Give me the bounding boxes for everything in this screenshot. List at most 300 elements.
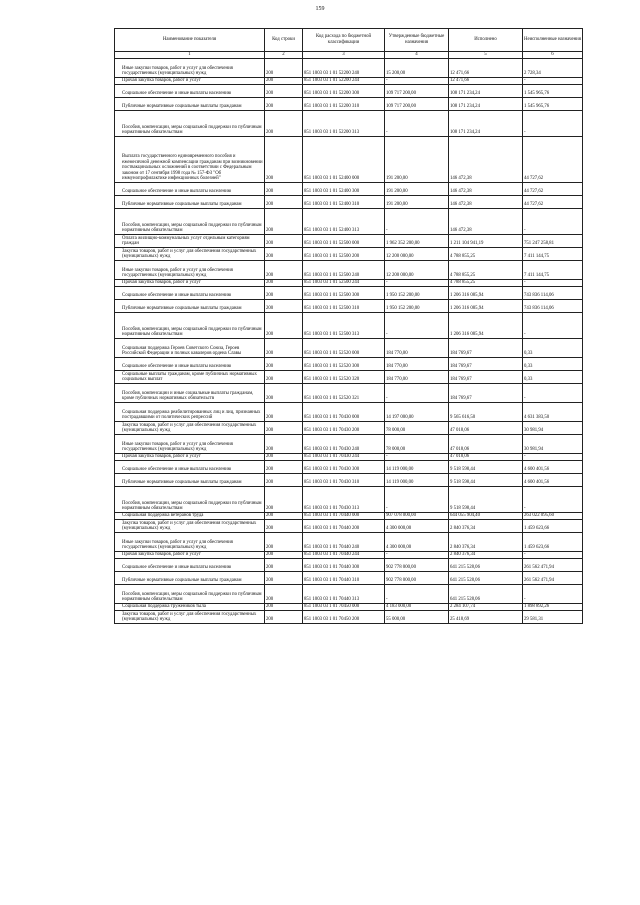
table-row — [115, 585, 583, 604]
row-executed-amount: 2 840 376,34 — [449, 533, 523, 552]
table-row — [115, 604, 583, 611]
row-unexecuted-amount: 0,33 — [523, 358, 583, 371]
row-line-code: 200 — [265, 98, 303, 111]
row-budget-classification-code: 851 1003 03 1 01 52200 300 — [303, 85, 385, 98]
row-budget-classification-code: 851 1003 03 1 01 52520 000 — [303, 339, 385, 358]
row-unexecuted-amount: - — [523, 209, 583, 235]
row-indicator-name — [115, 85, 265, 98]
page-number: 159 — [315, 6, 325, 12]
row-budget-classification-code: 851 1003 03 1 01 52520 321 — [303, 384, 385, 403]
row-budget-classification-code: 851 1003 03 1 01 52200 244 — [303, 78, 385, 85]
row-indicator-text: Социальное обеспечение и иные выплаты населению — [122, 565, 232, 571]
row-executed-amount: 108 171 234,24 — [449, 98, 523, 111]
row-unexecuted-amount: 1 459 623,66 — [523, 520, 583, 533]
table-row — [115, 78, 583, 85]
table-row — [115, 248, 583, 261]
row-unexecuted-amount: - — [523, 280, 583, 287]
table-row — [115, 371, 583, 384]
row-line-code: 200 — [265, 280, 303, 287]
table-row — [115, 339, 583, 358]
row-line-code: 200 — [265, 474, 303, 487]
row-executed-amount: 644 055 904,40 — [449, 513, 523, 520]
row-budget-classification-code: 851 1003 03 1 01 70430 244 — [303, 454, 385, 461]
row-approved-amount: 109 717 200,00 — [385, 85, 449, 98]
row-indicator-name — [115, 371, 265, 384]
row-line-code: 200 — [265, 59, 303, 78]
row-budget-classification-code: 851 1003 03 1 01 52400 310 — [303, 196, 385, 209]
row-unexecuted-amount: 2 728,34 — [523, 59, 583, 78]
row-executed-amount: 108 171 234,24 — [449, 85, 523, 98]
row-budget-classification-code: 851 1003 03 1 01 52200 240 — [303, 59, 385, 78]
row-budget-classification-code: 851 1003 03 1 01 70440 000 — [303, 513, 385, 520]
row-line-code: 200 — [265, 137, 303, 183]
row-indicator-name — [115, 572, 265, 585]
row-approved-amount: 907 078 000,00 — [385, 513, 449, 520]
row-indicator-text: Пособия, компенсации, меры социальной поддержки по публичным нормативным обязательствам — [122, 326, 262, 338]
row-executed-amount: 47 018,06 — [449, 422, 523, 435]
row-indicator-text: Иные закупки товаров, работ и услуг для обеспечения государственных (муниципальных) нужд — [122, 65, 233, 77]
row-approved-amount: 12 200 000,00 — [385, 248, 449, 261]
table-row — [115, 611, 583, 624]
row-budget-classification-code: 851 1003 03 1 01 70430 240 — [303, 435, 385, 454]
budget-execution-table — [114, 28, 583, 624]
row-indicator-name — [115, 111, 265, 137]
row-indicator-text: Прочая закупка товаров, работ и услуг — [122, 280, 201, 286]
row-indicator-name — [115, 339, 265, 358]
column-number: 6 — [523, 52, 583, 59]
row-budget-classification-code: 851 1003 03 1 01 70440 200 — [303, 520, 385, 533]
row-unexecuted-amount: 44 727,62 — [523, 137, 583, 183]
row-approved-amount: 184 770,00 — [385, 371, 449, 384]
row-indicator-text: Публичные нормативные социальные выплаты гражданам — [122, 578, 242, 584]
row-indicator-name — [115, 474, 265, 487]
row-line-code: 200 — [265, 533, 303, 552]
row-line-code: 200 — [265, 287, 303, 300]
row-line-code: 200 — [265, 435, 303, 454]
row-line-code: 200 — [265, 454, 303, 461]
table-row — [115, 209, 583, 235]
table-row — [115, 300, 583, 313]
row-budget-classification-code: 851 1003 03 1 01 70430 200 — [303, 422, 385, 435]
table-row — [115, 533, 583, 552]
row-budget-classification-code: 851 1003 03 1 01 52400 313 — [303, 209, 385, 235]
row-indicator-text: Пособия, компенсации, меры социальной поддержки по публичным нормативным обязательствам — [122, 124, 262, 136]
row-line-code: 200 — [265, 384, 303, 403]
row-approved-amount: 4 183 000,00 — [385, 604, 449, 611]
row-approved-amount: 78 000,00 — [385, 422, 449, 435]
row-approved-amount: - — [385, 209, 449, 235]
row-budget-classification-code: 851 1003 03 1 01 52200 310 — [303, 98, 385, 111]
row-approved-amount: 4 300 000,00 — [385, 533, 449, 552]
table-row — [115, 235, 583, 248]
row-unexecuted-amount: 1 545 965,76 — [523, 98, 583, 111]
row-approved-amount: - — [385, 78, 449, 85]
row-line-code: 200 — [265, 552, 303, 559]
row-unexecuted-amount: 30 981,94 — [523, 435, 583, 454]
row-indicator-name — [115, 209, 265, 235]
row-line-code: 200 — [265, 585, 303, 604]
table-row — [115, 196, 583, 209]
row-indicator-text: Пособия, компенсации, меры социальной поддержки по публичным нормативным обязательствам — [122, 500, 262, 512]
row-executed-amount: 184 769,67 — [449, 358, 523, 371]
row-budget-classification-code: 851 1003 03 1 01 52500 200 — [303, 248, 385, 261]
row-executed-amount: 4 788 855,25 — [449, 248, 523, 261]
row-approved-amount: 1 950 152 200,00 — [385, 287, 449, 300]
table-row — [115, 261, 583, 280]
row-indicator-text: Социальное обеспечение и иные выплаты населению — [122, 293, 232, 299]
row-indicator-text: Прочая закупка товаров, работ и услуг — [122, 78, 201, 84]
row-approved-amount: - — [385, 454, 449, 461]
row-indicator-name — [115, 358, 265, 371]
row-approved-amount: - — [385, 384, 449, 403]
row-budget-classification-code: 851 1003 03 1 01 52520 300 — [303, 358, 385, 371]
table-row — [115, 474, 583, 487]
row-executed-amount: 9 518 598,44 — [449, 461, 523, 474]
row-indicator-name — [115, 454, 265, 461]
row-indicator-name — [115, 313, 265, 339]
header-executed: Исполнено — [449, 29, 523, 52]
row-unexecuted-amount: 30 981,94 — [523, 422, 583, 435]
table-row — [115, 435, 583, 454]
row-approved-amount: 15 200,00 — [385, 59, 449, 78]
row-budget-classification-code: 851 1003 03 1 01 52400 300 — [303, 183, 385, 196]
row-approved-amount: - — [385, 552, 449, 559]
row-indicator-name — [115, 487, 265, 513]
row-budget-classification-code: 851 1003 03 1 01 70450 000 — [303, 604, 385, 611]
table-row — [115, 280, 583, 287]
row-line-code: 200 — [265, 85, 303, 98]
row-unexecuted-amount: - — [523, 78, 583, 85]
row-executed-amount: 1 206 316 085,94 — [449, 287, 523, 300]
row-approved-amount: 184 770,00 — [385, 339, 449, 358]
table-row — [115, 422, 583, 435]
table-row — [115, 313, 583, 339]
row-executed-amount: 12 471,66 — [449, 78, 523, 85]
row-budget-classification-code: 851 1003 03 1 01 52500 300 — [303, 287, 385, 300]
row-executed-amount: 9 518 598,44 — [449, 474, 523, 487]
row-indicator-name — [115, 300, 265, 313]
table-row — [115, 59, 583, 78]
table-row — [115, 85, 583, 98]
column-number: 2 — [265, 52, 303, 59]
table-body — [115, 59, 583, 624]
row-indicator-name — [115, 183, 265, 196]
row-unexecuted-amount: 263 022 095,60 — [523, 513, 583, 520]
row-indicator-text: Оплата жилищно-коммунальных услуг отдельным категориям граждан — [122, 235, 250, 247]
table-row — [115, 287, 583, 300]
row-indicator-text: Пособия, компенсации, меры социальной поддержки по публичным нормативным обязательствам — [122, 222, 262, 234]
row-line-code: 200 — [265, 559, 303, 572]
row-line-code: 200 — [265, 371, 303, 384]
row-approved-amount: 191 200,00 — [385, 137, 449, 183]
row-indicator-name — [115, 248, 265, 261]
row-budget-classification-code: 851 1003 03 1 01 70430 000 — [303, 403, 385, 422]
row-indicator-text: Иные закупки товаров, работ и услуг для обеспечения государственных (муниципальных) нужд — [122, 267, 233, 279]
row-line-code: 200 — [265, 572, 303, 585]
table-row — [115, 487, 583, 513]
row-executed-amount: 2 284 107,74 — [449, 604, 523, 611]
row-approved-amount: 14 197 000,00 — [385, 403, 449, 422]
row-approved-amount: 902 778 000,00 — [385, 572, 449, 585]
row-unexecuted-amount: 1 545 965,76 — [523, 85, 583, 98]
header-budget-classification-code: Код расхода по бюджетной классификации — [303, 29, 385, 52]
row-budget-classification-code: 851 1003 03 1 01 52500 000 — [303, 235, 385, 248]
row-unexecuted-amount: 29 581,31 — [523, 611, 583, 624]
row-executed-amount: 47 018,06 — [449, 454, 523, 461]
row-executed-amount: 4 788 855,25 — [449, 280, 523, 287]
row-approved-amount: 14 119 000,00 — [385, 461, 449, 474]
table-row — [115, 384, 583, 403]
row-indicator-text: Закупка товаров, работ и услуг для обеспечения государственных (муниципальных) нужд — [122, 611, 257, 623]
row-approved-amount: 191 200,00 — [385, 183, 449, 196]
table-row — [115, 454, 583, 461]
row-executed-amount: 12 471,66 — [449, 59, 523, 78]
column-number: 3 — [303, 52, 385, 59]
row-unexecuted-amount: 1 459 623,66 — [523, 533, 583, 552]
row-indicator-text: Публичные нормативные социальные выплаты гражданам — [122, 104, 242, 110]
row-executed-amount: 641 215 528,06 — [449, 559, 523, 572]
row-indicator-text: Закупка товаров, работ и услуг для обеспечения государственных (муниципальных) нужд — [122, 422, 257, 434]
table-row — [115, 358, 583, 371]
table-row — [115, 552, 583, 559]
row-indicator-text: Социальная поддержка Героев Советского Союза, Героев Российской Федерации и полных кавалеров ордена Славы — [122, 345, 242, 357]
row-line-code: 200 — [265, 339, 303, 358]
row-line-code: 200 — [265, 487, 303, 513]
row-line-code: 200 — [265, 403, 303, 422]
row-executed-amount: 47 018,06 — [449, 435, 523, 454]
row-indicator-name — [115, 513, 265, 520]
row-line-code: 200 — [265, 209, 303, 235]
row-indicator-text: Социальное обеспечение и иные выплаты населению — [122, 91, 232, 97]
row-executed-amount: 641 215 528,06 — [449, 585, 523, 604]
row-unexecuted-amount: 4 600 401,56 — [523, 474, 583, 487]
row-unexecuted-amount: 743 836 114,06 — [523, 287, 583, 300]
row-line-code: 200 — [265, 358, 303, 371]
row-unexecuted-amount: - — [523, 585, 583, 604]
row-indicator-text: Иные закупки товаров, работ и услуг для обеспечения государственных (муниципальных) нужд — [122, 539, 233, 551]
row-executed-amount: 108 171 234,24 — [449, 111, 523, 137]
table-row — [115, 183, 583, 196]
row-executed-amount: 1 211 104 941,19 — [449, 235, 523, 248]
row-executed-amount: 146 472,38 — [449, 183, 523, 196]
row-budget-classification-code: 851 1003 03 1 01 52200 313 — [303, 111, 385, 137]
row-line-code: 200 — [265, 235, 303, 248]
row-indicator-text: Публичные нормативные социальные выплаты гражданам — [122, 306, 242, 312]
row-unexecuted-amount: - — [523, 313, 583, 339]
row-budget-classification-code: 851 1003 03 1 01 70450 200 — [303, 611, 385, 624]
row-budget-classification-code: 851 1003 03 1 01 70440 313 — [303, 585, 385, 604]
row-executed-amount: 4 788 855,25 — [449, 261, 523, 280]
row-indicator-text: Социальное обеспечение и иные выплаты населению — [122, 467, 232, 473]
column-number: 4 — [385, 52, 449, 59]
row-line-code: 200 — [265, 248, 303, 261]
row-line-code: 200 — [265, 313, 303, 339]
row-line-code: 200 — [265, 300, 303, 313]
row-indicator-name — [115, 533, 265, 552]
row-indicator-text: Социальная поддержка реабилитированных лиц и лиц, признанных пострадавшими от политических репрессий — [122, 409, 261, 421]
row-unexecuted-amount: 261 562 471,94 — [523, 572, 583, 585]
row-unexecuted-amount: 1 898 892,26 — [523, 604, 583, 611]
row-line-code: 200 — [265, 261, 303, 280]
row-executed-amount: 1 206 316 085,94 — [449, 300, 523, 313]
row-unexecuted-amount: - — [523, 552, 583, 559]
column-number-row — [115, 52, 583, 59]
row-budget-classification-code: 851 1003 03 1 01 70440 310 — [303, 572, 385, 585]
row-unexecuted-amount: 44 727,62 — [523, 196, 583, 209]
row-approved-amount: 1 962 352 200,00 — [385, 235, 449, 248]
table-header-row — [115, 29, 583, 52]
row-budget-classification-code: 851 1003 03 1 01 52500 240 — [303, 261, 385, 280]
row-unexecuted-amount: 44 727,62 — [523, 183, 583, 196]
row-approved-amount: - — [385, 313, 449, 339]
row-approved-amount: - — [385, 111, 449, 137]
row-indicator-text: Социальная поддержка ветеранов труда — [122, 513, 204, 519]
row-indicator-name — [115, 559, 265, 572]
row-approved-amount: 4 300 000,00 — [385, 520, 449, 533]
header-indicator-name: Наименование показателя — [115, 29, 265, 52]
row-indicator-name — [115, 552, 265, 559]
row-line-code: 200 — [265, 422, 303, 435]
row-indicator-name — [115, 585, 265, 604]
row-indicator-name — [115, 384, 265, 403]
row-indicator-text: Социальное обеспечение и иные выплаты населению — [122, 189, 232, 195]
row-executed-amount: 9 518 598,44 — [449, 487, 523, 513]
row-line-code: 200 — [265, 604, 303, 611]
table-row — [115, 513, 583, 520]
row-budget-classification-code: 851 1003 03 1 01 70440 300 — [303, 559, 385, 572]
row-unexecuted-amount: 0,33 — [523, 339, 583, 358]
row-budget-classification-code: 851 1003 03 1 01 52500 244 — [303, 280, 385, 287]
row-unexecuted-amount: - — [523, 384, 583, 403]
row-executed-amount: 25 418,69 — [449, 611, 523, 624]
row-unexecuted-amount: - — [523, 111, 583, 137]
row-executed-amount: 2 840 376,34 — [449, 520, 523, 533]
table-row — [115, 559, 583, 572]
row-approved-amount: 55 000,00 — [385, 611, 449, 624]
row-budget-classification-code: 851 1003 03 1 01 70440 244 — [303, 552, 385, 559]
table-row — [115, 572, 583, 585]
row-budget-classification-code: 851 1003 03 1 01 52500 310 — [303, 300, 385, 313]
header-approved-appropriations: Утвержденные бюджетные назначения — [385, 29, 449, 52]
row-approved-amount: - — [385, 280, 449, 287]
row-indicator-name — [115, 196, 265, 209]
table-row — [115, 98, 583, 111]
row-unexecuted-amount: 261 562 471,94 — [523, 559, 583, 572]
row-unexecuted-amount: 7 411 144,75 — [523, 261, 583, 280]
column-number: 1 — [115, 52, 265, 59]
row-executed-amount: 1 206 316 085,94 — [449, 313, 523, 339]
row-approved-amount: 191 200,00 — [385, 196, 449, 209]
row-executed-amount: 9 565 616,50 — [449, 403, 523, 422]
row-indicator-text: Пособия, компенсации и иные социальные выплаты гражданам, кроме публичных нормативных обязательств — [122, 390, 254, 402]
row-indicator-text: Закупка товаров, работ и услуг для обеспечения государственных (муниципальных) нужд — [122, 520, 257, 532]
row-indicator-name — [115, 461, 265, 474]
row-approved-amount: 12 200 000,00 — [385, 261, 449, 280]
row-executed-amount: 184 769,67 — [449, 384, 523, 403]
row-indicator-text: Прочая закупка товаров, работ и услуг — [122, 454, 201, 460]
row-line-code: 200 — [265, 611, 303, 624]
row-approved-amount: 109 717 200,00 — [385, 98, 449, 111]
row-indicator-name — [115, 59, 265, 78]
row-indicator-text: Публичные нормативные социальные выплаты гражданам — [122, 480, 242, 486]
row-line-code: 200 — [265, 520, 303, 533]
row-indicator-name — [115, 520, 265, 533]
header-unexecuted-appropriations: Неисполненные назначения — [523, 29, 583, 52]
row-executed-amount: 146 472,38 — [449, 209, 523, 235]
row-line-code: 200 — [265, 196, 303, 209]
row-indicator-name — [115, 435, 265, 454]
row-line-code: 200 — [265, 111, 303, 137]
row-line-code: 200 — [265, 183, 303, 196]
row-unexecuted-amount: 0,33 — [523, 371, 583, 384]
row-indicator-text: Выплата государственного единовременного пособия и ежемесячной денежной компенсации гражданам при возникновении поствакцинальных осложнений в соответствии с Федеральным законом от 17 сентября 1998 года № 157-ФЗ "Об иммунопрофилактике инфекционных болезней" — [122, 154, 263, 182]
row-budget-classification-code: 851 1003 03 1 01 70430 313 — [303, 487, 385, 513]
row-line-code: 200 — [265, 461, 303, 474]
row-indicator-name — [115, 137, 265, 183]
row-approved-amount: 78 000,00 — [385, 435, 449, 454]
row-executed-amount: 184 769,67 — [449, 339, 523, 358]
row-indicator-text: Пособия, компенсации, меры социальной поддержки по публичным нормативным обязательствам — [122, 591, 262, 603]
row-indicator-name — [115, 287, 265, 300]
row-unexecuted-amount: 4 631 383,50 — [523, 403, 583, 422]
row-unexecuted-amount: 4 600 401,56 — [523, 461, 583, 474]
row-indicator-name — [115, 261, 265, 280]
row-unexecuted-amount: 7 411 144,75 — [523, 248, 583, 261]
header-line-code: Код строки — [265, 29, 303, 52]
table-row — [115, 111, 583, 137]
row-executed-amount: 146 472,38 — [449, 196, 523, 209]
row-indicator-text: Иные закупки товаров, работ и услуг для обеспечения государственных (муниципальных) нужд — [122, 441, 233, 453]
row-executed-amount: 146 472,38 — [449, 137, 523, 183]
row-unexecuted-amount: - — [523, 487, 583, 513]
row-indicator-text: Прочая закупка товаров, работ и услуг — [122, 552, 201, 558]
row-indicator-text: Социальные выплаты гражданам, кроме публичных нормативных социальных выплат — [122, 371, 257, 383]
row-approved-amount: 902 778 000,00 — [385, 559, 449, 572]
row-indicator-name — [115, 403, 265, 422]
row-line-code: 200 — [265, 78, 303, 85]
row-indicator-name — [115, 280, 265, 287]
row-budget-classification-code: 851 1003 03 1 01 70430 310 — [303, 474, 385, 487]
row-indicator-name — [115, 604, 265, 611]
row-indicator-name — [115, 78, 265, 85]
row-indicator-text: Социальная поддержка тружеников тыла — [122, 604, 206, 610]
row-indicator-name — [115, 98, 265, 111]
row-executed-amount: 184 769,67 — [449, 371, 523, 384]
row-indicator-text: Социальное обеспечение и иные выплаты населению — [122, 364, 232, 370]
column-number: 5 — [449, 52, 523, 59]
row-approved-amount: - — [385, 487, 449, 513]
row-executed-amount: 641 215 528,06 — [449, 572, 523, 585]
table-row — [115, 520, 583, 533]
row-budget-classification-code: 851 1003 03 1 01 52400 000 — [303, 137, 385, 183]
row-indicator-text: Публичные нормативные социальные выплаты гражданам — [122, 202, 242, 208]
row-indicator-name — [115, 235, 265, 248]
table-row — [115, 403, 583, 422]
row-budget-classification-code: 851 1003 03 1 01 70430 300 — [303, 461, 385, 474]
row-line-code: 200 — [265, 513, 303, 520]
row-executed-amount: 2 840 376,34 — [449, 552, 523, 559]
row-approved-amount: 184 770,00 — [385, 358, 449, 371]
row-approved-amount: 14 119 000,00 — [385, 474, 449, 487]
row-approved-amount: - — [385, 585, 449, 604]
row-unexecuted-amount: - — [523, 454, 583, 461]
row-unexecuted-amount: 751 247 258,81 — [523, 235, 583, 248]
row-unexecuted-amount: 743 836 114,06 — [523, 300, 583, 313]
row-budget-classification-code: 851 1003 03 1 01 52520 320 — [303, 371, 385, 384]
row-budget-classification-code: 851 1003 03 1 01 70440 240 — [303, 533, 385, 552]
table-row — [115, 461, 583, 474]
row-indicator-text: Закупка товаров, работ и услуг для обеспечения государственных (муниципальных) нужд — [122, 248, 257, 260]
